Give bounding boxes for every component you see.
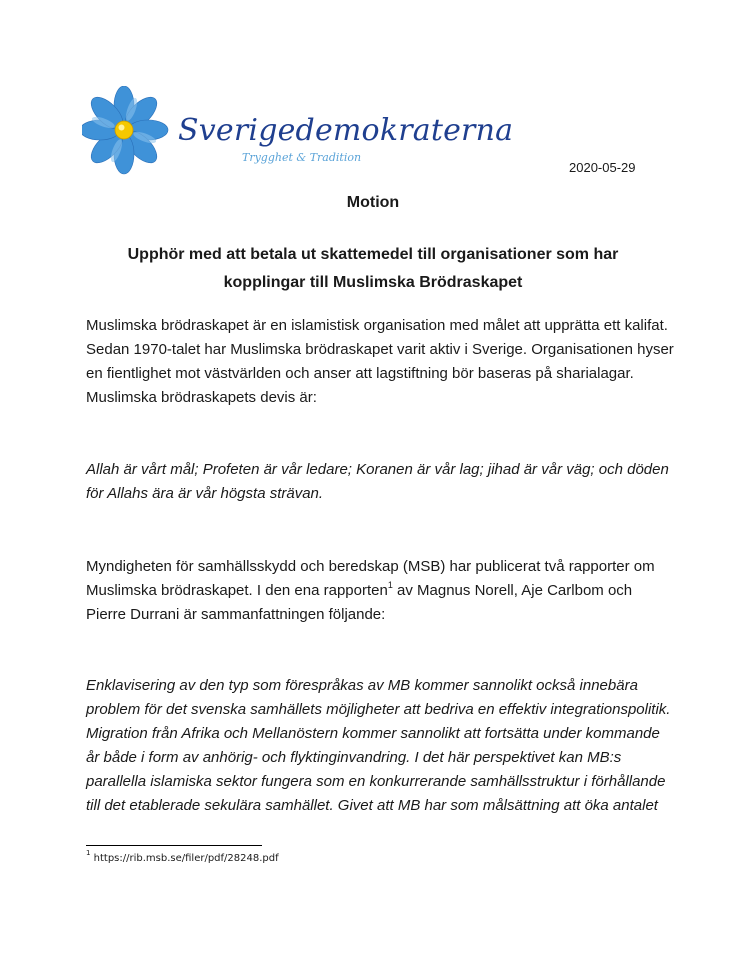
text-line: år både i form av anhörig- och flyktinginvandring. I det här perspektivet kan MB:s	[86, 749, 622, 766]
paragraph-intro	[86, 314, 674, 410]
text-line: för Allahs ära är vår högsta strävan.	[86, 485, 324, 502]
text-line: Migration från Afrika och Mellanöstern kommer sannolikt att fortsätta under kommande	[86, 725, 660, 742]
document-type: Motion	[346, 194, 400, 211]
text-line: Allah är vårt mål; Profeten är vår ledare; Koranen är vår lag; jihad är vår väg; och döden	[86, 461, 669, 478]
text-line: en fientlighet mot västvärlden och anser att lagstiftning bör baseras på sharialagar.	[86, 365, 634, 382]
footnote-number: 1	[86, 848, 91, 857]
footnote	[86, 848, 279, 866]
title-line: kopplingar till Muslimska Brödraskapet	[223, 274, 523, 291]
footnote-reference[interactable]: 1	[387, 580, 393, 590]
document-title	[0, 241, 746, 297]
text-line: Muslimska brödraskapets devis är:	[86, 389, 317, 406]
text-fragment: Muslimska brödraskapet. I den ena rapporten	[86, 582, 388, 599]
text-line: parallella islamiska sektor fungera som en konkurrerande samhällsstruktur i förhållande	[86, 773, 666, 790]
footnote-divider	[86, 845, 262, 846]
title-line: Upphör med att betala ut skattemedel till organisationer som har	[127, 246, 619, 263]
text-fragment: av Magnus Norell, Aje Carlbom och	[392, 582, 633, 599]
footnote-link[interactable]: https://rib.msb.se/filer/pdf/28248.pdf	[90, 853, 279, 864]
text-line: Muslimska brödraskapet är en islamistisk organisation med målet att upprätta ett kalifat.	[86, 317, 668, 334]
quote-motto	[86, 458, 669, 506]
text-line: Sedan 1970-talet har Muslimska brödraskapet varit aktiv i Sverige. Organisationen hyser	[86, 341, 674, 358]
text-line: Myndigheten för samhällsskydd och beredskap (MSB) har publicerat två rapporter om	[86, 558, 655, 575]
text-line: Enklavisering av den typ som förespråkas av MB kommer sannolikt också innebära	[86, 677, 638, 694]
text-line: Pierre Durrani är sammanfattningen följande:	[86, 606, 386, 623]
text-line: problem för det svenska samhällets möjligheter att bedriva en effektiv integrationspolitik.	[86, 701, 671, 718]
text-line	[86, 579, 666, 603]
logo-tagline: Trygghet & Tradition	[242, 151, 362, 164]
flower-icon	[82, 86, 182, 176]
paragraph-msb	[86, 555, 666, 627]
document-date: 2020-05-29	[569, 160, 636, 175]
party-logo	[82, 86, 514, 176]
logo-wordmark: Sverigedemokraterna	[178, 113, 514, 148]
text-line: till det etablerade sekulära samhället. Givet att MB har som målsättning att öka antalet	[86, 797, 658, 814]
quote-report-summary	[86, 674, 671, 818]
